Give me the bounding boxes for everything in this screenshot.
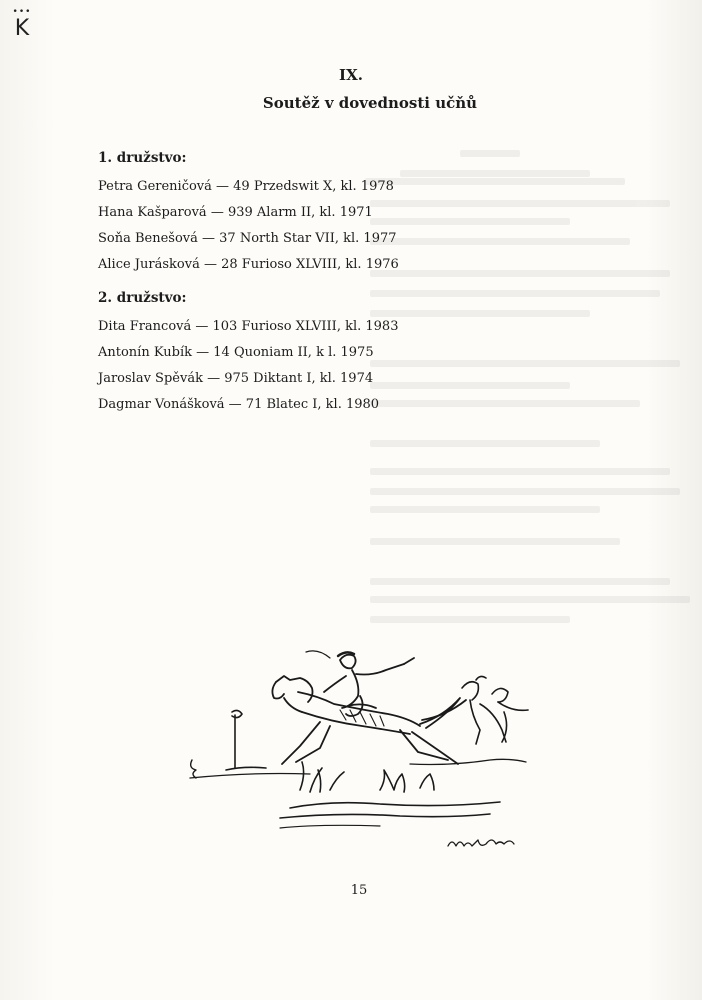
team-member: Petra Gereničová — 49 Przedswit X, kl. 1978 xyxy=(98,179,394,194)
team-member: Antonín Kubík — 14 Quoniam II, k l. 1975 xyxy=(98,345,374,360)
artist-signature xyxy=(448,840,514,846)
team-title: 1. družstvo: xyxy=(98,150,187,166)
team-member: Jaroslav Spěvák — 975 Diktant I, kl. 1974 xyxy=(98,371,374,386)
team-member: Hana Kašparová — 939 Alarm II, kl. 1971 xyxy=(98,205,373,220)
chapter-number: IX. xyxy=(339,66,363,84)
team-member: Dagmar Vonášková — 71 Blatec I, kl. 1980 xyxy=(98,397,380,412)
logo-dots: ••• xyxy=(12,7,32,17)
jockey xyxy=(306,651,414,716)
turf-lines xyxy=(190,759,526,778)
main-horse-and-rider xyxy=(272,676,466,764)
team-member: Soňa Benešová — 37 North Star VII, kl. 1977 xyxy=(98,231,397,246)
horse-race-illustration xyxy=(180,640,560,870)
team-2 xyxy=(98,290,498,422)
course-flag xyxy=(226,710,266,770)
hedge-jump xyxy=(280,762,500,828)
page-number: 15 xyxy=(350,883,368,898)
section-heading: Soutěž v dovednosti učňů xyxy=(262,94,478,112)
team-member: Dita Francová — 103 Furioso XLVIII, kl. 1983 xyxy=(98,319,399,334)
team-member: Alice Jurásková — 28 Furioso XLVIII, kl. 1976 xyxy=(98,257,399,272)
publisher-logo xyxy=(10,8,34,48)
logo-letter: K xyxy=(14,16,30,41)
second-horse-and-rider xyxy=(462,676,528,744)
team-title: 2. družstvo: xyxy=(98,290,187,306)
team-1 xyxy=(98,150,498,282)
